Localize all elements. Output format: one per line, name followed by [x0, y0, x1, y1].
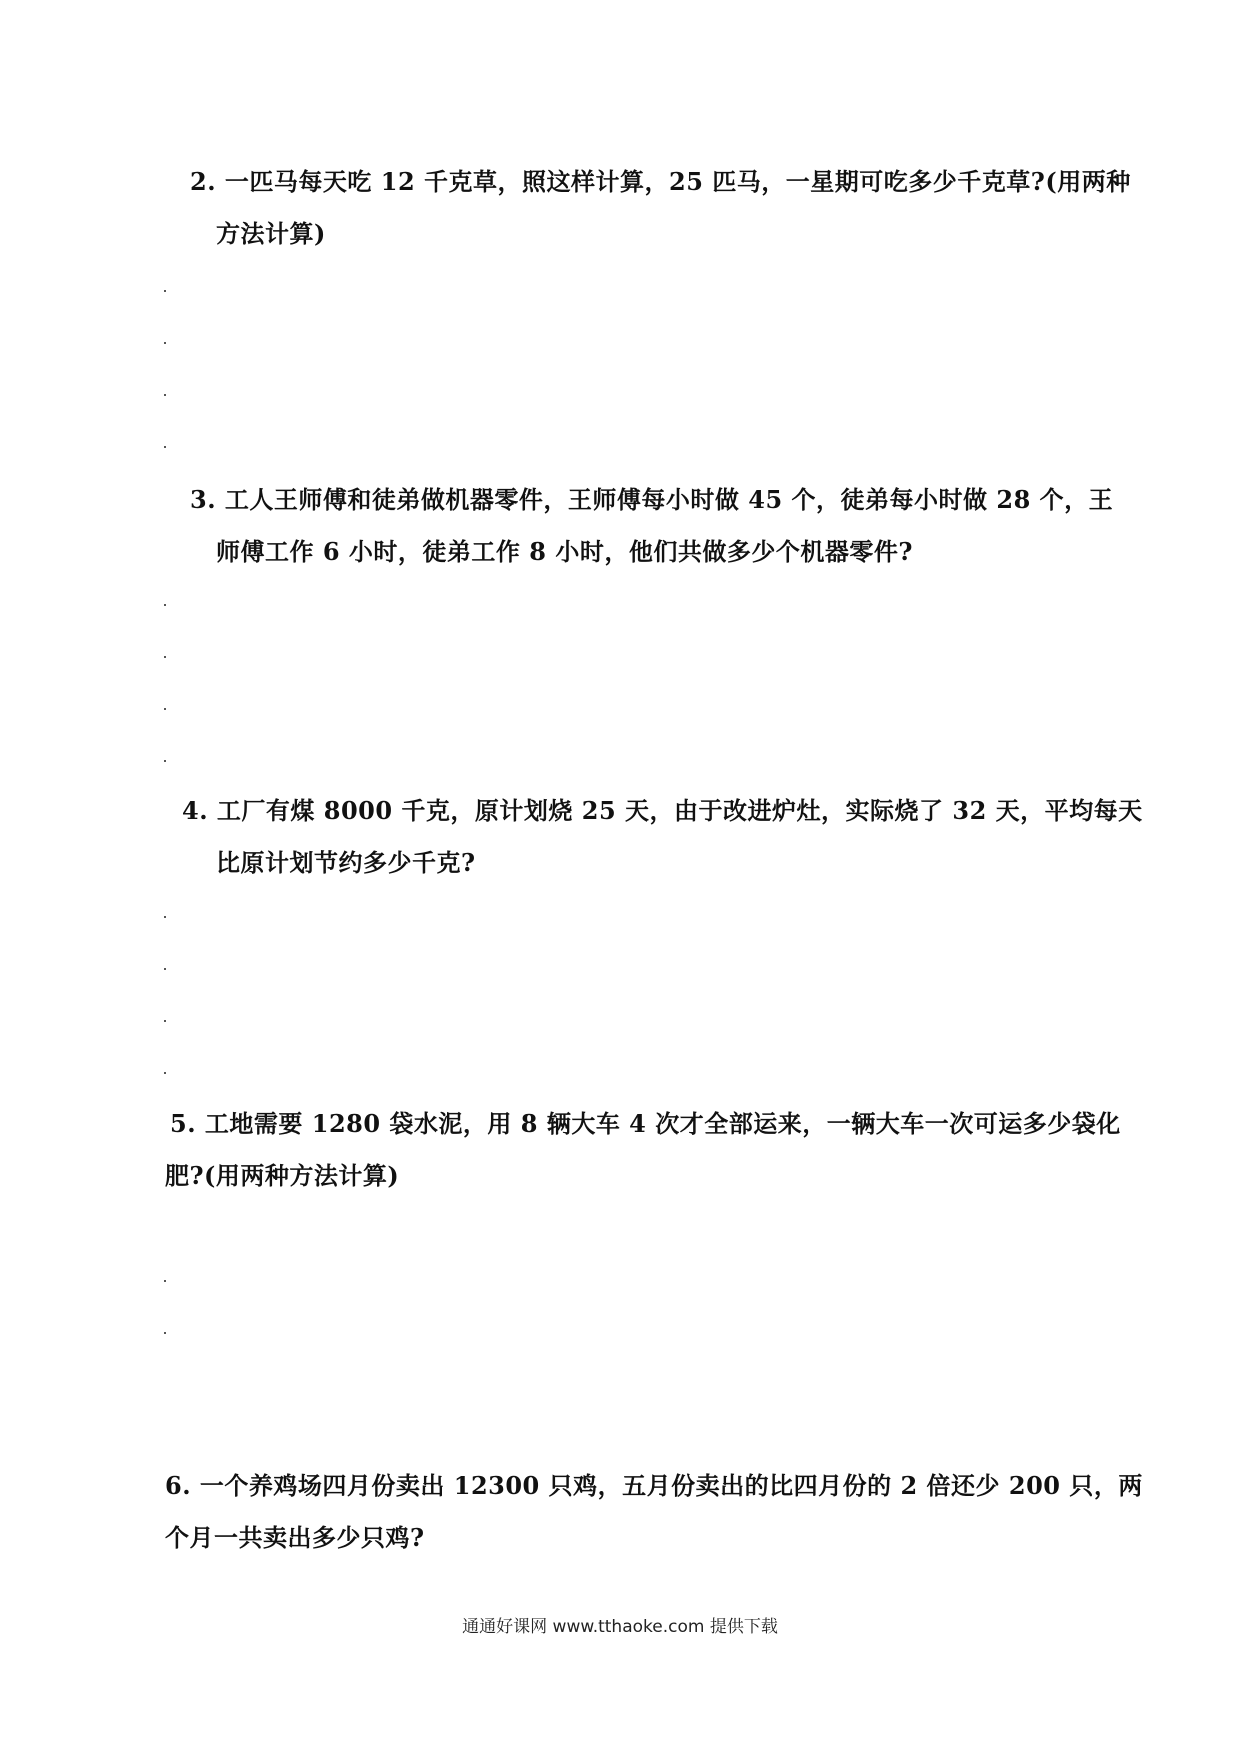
answer-space-mark	[164, 760, 166, 762]
problem-6	[165, 1460, 1143, 1564]
problem-4-line-1: 4. 工厂有煤 8000 千克，原计划烧 25 天，由于改进炉灶，实际烧了 32 天，平均每天	[182, 796, 1143, 825]
problem-4-line-2: 比原计划节约多少千克?	[216, 848, 476, 877]
problem-3	[190, 474, 1113, 578]
answer-space-mark	[164, 604, 166, 606]
problem-3-line-2: 师傅工作 6 小时，徒弟工作 8 小时，他们共做多少个机器零件?	[216, 537, 913, 566]
answer-space-mark	[164, 342, 166, 344]
problem-2	[190, 156, 1131, 260]
problem-5-line-1: 5. 工地需要 1280 袋水泥，用 8 辆大车 4 次才全部运来，一辆大车一次可运多少袋化	[170, 1109, 1121, 1138]
answer-space-mark	[164, 1072, 166, 1074]
problem-6-line-2: 个月一共卖出多少只鸡?	[165, 1523, 425, 1552]
page-footer: 通通好课网 www.tthaoke.com 提供下载	[462, 1617, 778, 1637]
answer-space-mark	[164, 1332, 166, 1334]
answer-space-mark	[164, 1020, 166, 1022]
problem-5-line-2: 肥?(用两种方法计算)	[165, 1161, 400, 1190]
answer-space-mark	[164, 1280, 166, 1282]
problem-6-line-1: 6. 一个养鸡场四月份卖出 12300 只鸡，五月份卖出的比四月份的 2 倍还少 200 只，两	[165, 1471, 1143, 1500]
answer-space-mark	[164, 656, 166, 658]
answer-space-mark	[164, 916, 166, 918]
problem-5	[165, 1098, 1121, 1202]
answer-space-mark	[164, 290, 166, 292]
answer-space-mark	[164, 394, 166, 396]
problem-3-line-1: 3. 工人王师傅和徒弟做机器零件，王师傅每小时做 45 个，徒弟每小时做 28 个，王	[190, 485, 1114, 514]
answer-space-mark	[164, 446, 166, 448]
answer-space-mark	[164, 708, 166, 710]
problem-2-line-2: 方法计算)	[216, 219, 326, 248]
answer-space-mark	[164, 968, 166, 970]
problem-2-line-1: 2. 一匹马每天吃 12 千克草，照这样计算，25 匹马，一星期可吃多少千克草?(用两种	[190, 167, 1131, 196]
problem-4	[182, 785, 1143, 889]
